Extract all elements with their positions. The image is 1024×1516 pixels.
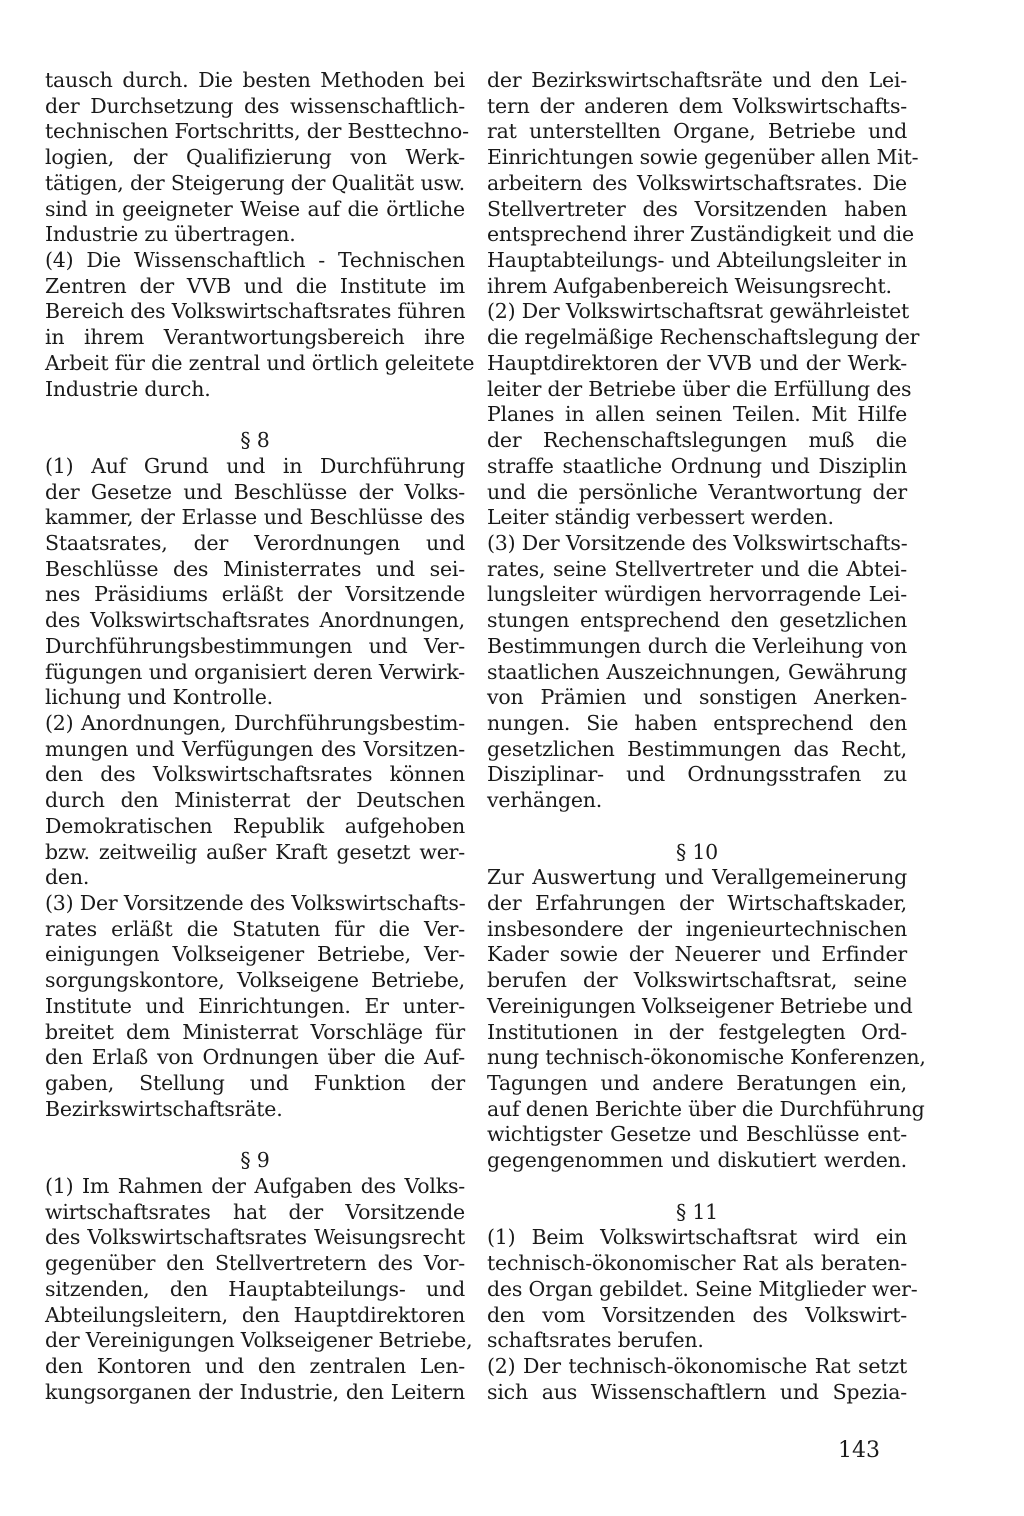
- text-line: logien, der Qualifizierung von Werk-: [45, 145, 465, 170]
- text-line: den des Volkswirtschaftsrates können: [45, 762, 465, 787]
- text-line: verhängen.: [487, 788, 603, 813]
- text-line: gesetzlichen Bestimmungen das Recht,: [487, 736, 907, 761]
- text-line: Zur Auswertung und Verallgemeinerung: [487, 865, 907, 890]
- text-line: gaben, Stellung und Funktion der: [45, 1071, 465, 1096]
- page-number: 143: [838, 1438, 880, 1463]
- text-line: den.: [45, 865, 90, 890]
- text-line: der Gesetze und Beschlüsse der Volks-: [45, 479, 465, 504]
- text-line: rat unterstellten Organe, Betriebe und: [487, 119, 907, 144]
- right-text-column: [487, 68, 926, 1405]
- text-line: Tagungen und andere Beratungen ein,: [487, 1071, 907, 1096]
- text-line: nungen. Sie haben entsprechend den: [487, 710, 907, 735]
- text-line: (1) Auf Grund und in Durchführung: [45, 453, 465, 478]
- paragraph-gap: [45, 402, 465, 428]
- text-line: Hauptabteilungs- und Abteilungsleiter in: [487, 248, 907, 273]
- text-line: Institutionen in der festgelegten Ord-: [487, 1019, 907, 1044]
- text-line: Abteilungsleitern, den Hauptdirektoren: [45, 1302, 465, 1327]
- text-line: einigungen Volkseigener Betriebe, Ver-: [45, 942, 465, 967]
- text-line: (2) Der technisch-ökonomische Rat setzt: [487, 1353, 907, 1378]
- text-line: berufen der Volkswirtschaftsrat, seine: [487, 968, 907, 993]
- text-line: Einrichtungen sowie gegenüber allen Mit-: [487, 145, 919, 170]
- text-line: von Prämien und sonstigen Anerken-: [487, 685, 907, 710]
- text-line: Industrie durch.: [45, 376, 211, 401]
- text-line: tausch durch. Die besten Methoden bei: [45, 68, 465, 92]
- text-line: Beschlüsse des Ministerrates und sei-: [45, 556, 465, 581]
- paragraph-gap: [487, 1174, 907, 1200]
- text-line: (1) Beim Volkswirtschaftsrat wird ein: [487, 1225, 907, 1250]
- text-line: der Vereinigungen Volkseigener Betriebe,: [45, 1328, 473, 1353]
- section-heading: § 8: [240, 428, 270, 453]
- text-line: Industrie zu übertragen.: [45, 222, 296, 247]
- text-line: sorgungskontore, Volkseigene Betriebe,: [45, 968, 465, 993]
- text-line: Hauptdirektoren der VVB und der Werk-: [487, 350, 907, 375]
- text-line: Arbeit für die zentral und örtlich geleitete: [45, 350, 475, 375]
- text-line: des Volkswirtschaftsrates Anordnungen,: [45, 608, 465, 633]
- paragraph-gap: [487, 814, 907, 840]
- text-line: (3) Der Vorsitzende des Volkswirtschafts-: [487, 530, 908, 555]
- text-line: (3) Der Vorsitzende des Volkswirtschafts-: [45, 891, 466, 915]
- text-line: lichung und Kontrolle.: [45, 685, 273, 710]
- text-line: den Kontoren und den zentralen Len-: [45, 1353, 465, 1378]
- paragraph-gap: [45, 1122, 465, 1148]
- text-line: breitet dem Ministerrat Vorschläge für: [45, 1019, 465, 1044]
- text-line: kammer, der Erlasse und Beschlüsse des: [45, 505, 465, 530]
- text-line: arbeitern des Volkswirtschaftsrates. Die: [487, 170, 907, 195]
- text-line: Durchführungsbestimmungen und Ver-: [45, 633, 465, 658]
- text-line: Kader sowie der Neuerer und Erfinder: [487, 942, 907, 967]
- text-line: (2) Anordnungen, Durchführungsbestim-: [45, 710, 465, 735]
- text-line: des Volkswirtschaftsrates Weisungsrecht: [45, 1225, 465, 1250]
- text-line: Stellvertreter des Vorsitzenden haben: [487, 196, 907, 221]
- text-line: in ihrem Verantwortungsbereich ihre: [45, 325, 465, 350]
- text-line: nes Präsidiums erläßt der Vorsitzende: [45, 582, 465, 607]
- text-line: leiter der Betriebe über die Erfüllung des: [487, 376, 912, 401]
- text-line: rates, seine Stellvertreter und die Abtei-: [487, 556, 907, 581]
- text-line: durch den Ministerrat der Deutschen: [45, 788, 465, 813]
- text-line: rates erläßt die Statuten für die Ver-: [45, 916, 465, 941]
- text-line: entsprechend ihrer Zuständigkeit und die: [487, 222, 914, 247]
- text-line: Zentren der VVB und die Institute im: [45, 273, 465, 298]
- text-line: mungen und Verfügungen des Vorsitzen-: [45, 736, 465, 761]
- text-line: stungen entsprechend den gesetzlichen: [487, 608, 907, 633]
- text-line: schaftsrates berufen.: [487, 1328, 704, 1353]
- text-line: Planes in allen seinen Teilen. Mit Hilfe: [487, 402, 907, 427]
- text-line: Vereinigungen Volkseigener Betriebe und: [487, 993, 913, 1018]
- text-line: Bestimmungen durch die Verleihung von: [487, 633, 907, 658]
- text-line: auf denen Berichte über die Durchführung: [487, 1096, 925, 1121]
- section-heading: § 11: [675, 1199, 719, 1224]
- text-line: fügungen und organisiert deren Verwirk-: [45, 659, 465, 684]
- text-line: kungsorganen der Industrie, den Leitern: [45, 1379, 465, 1404]
- text-line: Institute und Einrichtungen. Er unter-: [45, 993, 465, 1018]
- text-line: gegengenommen und diskutiert werden.: [487, 1148, 907, 1173]
- text-line: lungsleiter würdigen hervorragende Lei-: [487, 582, 907, 607]
- text-line: der Bezirkswirtschaftsräte und den Lei-: [487, 68, 907, 92]
- text-line: wichtigster Gesetze und Beschlüsse ent-: [487, 1122, 907, 1147]
- text-line: tätigen, der Steigerung der Qualität usw.: [45, 170, 465, 195]
- text-line: bzw. zeitweilig außer Kraft gesetzt wer-: [45, 839, 465, 864]
- left-text-column: [45, 68, 475, 1405]
- text-line: insbesondere der ingenieurtechnischen: [487, 916, 907, 941]
- text-line: den vom Vorsitzenden des Volkswirt-: [487, 1302, 907, 1327]
- text-line: und die persönliche Verantwortung der: [487, 479, 907, 504]
- section-heading: § 10: [675, 839, 719, 864]
- text-line: der Durchsetzung des wissenschaftlich-: [45, 93, 465, 118]
- text-line: sich aus Wissenschaftlern und Spezia-: [487, 1379, 907, 1404]
- text-line: Staatsrates, der Verordnungen und: [45, 530, 465, 555]
- text-line: Bezirkswirtschaftsräte.: [45, 1096, 283, 1121]
- text-line: den Erlaß von Ordnungen über die Auf-: [45, 1045, 465, 1070]
- text-line: technischen Fortschritts, der Besttechno-: [45, 119, 469, 144]
- text-line: die regelmäßige Rechenschaftslegung der: [487, 325, 920, 350]
- text-line: (4) Die Wissenschaftlich - Technischen: [45, 248, 465, 273]
- text-line: staatlichen Auszeichnungen, Gewährung: [487, 659, 907, 684]
- text-line: gegenüber den Stellvertretern des Vor-: [45, 1251, 465, 1276]
- text-line: wirtschaftsrates hat der Vorsitzende: [45, 1199, 465, 1224]
- text-line: der Erfahrungen der Wirtschaftskader,: [487, 891, 907, 915]
- text-line: technisch-ökonomischer Rat als beraten-: [487, 1251, 907, 1276]
- text-line: (1) Im Rahmen der Aufgaben des Volks-: [45, 1173, 465, 1198]
- section-heading: § 9: [240, 1148, 270, 1173]
- text-line: ihrem Aufgabenbereich Weisungsrecht.: [487, 273, 892, 298]
- text-line: sind in geeigneter Weise auf die örtliche: [45, 196, 465, 221]
- text-line: sitzenden, den Hauptabteilungs- und: [45, 1276, 465, 1301]
- text-line: (2) Der Volkswirtschaftsrat gewährleistet: [487, 299, 910, 324]
- text-line: Leiter ständig verbessert werden.: [487, 505, 834, 530]
- text-line: der Rechenschaftslegungen muß die: [487, 428, 907, 453]
- text-line: nung technisch-ökonomische Konferenzen,: [487, 1045, 926, 1070]
- text-line: des Organ gebildet. Seine Mitglieder wer-: [487, 1276, 918, 1301]
- text-line: Disziplinar- und Ordnungsstrafen zu: [487, 762, 907, 787]
- text-line: Demokratischen Republik aufgehoben: [45, 813, 465, 838]
- text-line: tern der anderen dem Volkswirtschafts-: [487, 93, 907, 118]
- text-line: straffe staatliche Ordnung und Disziplin: [487, 453, 907, 478]
- text-line: Bereich des Volkswirtschaftsrates führen: [45, 299, 466, 324]
